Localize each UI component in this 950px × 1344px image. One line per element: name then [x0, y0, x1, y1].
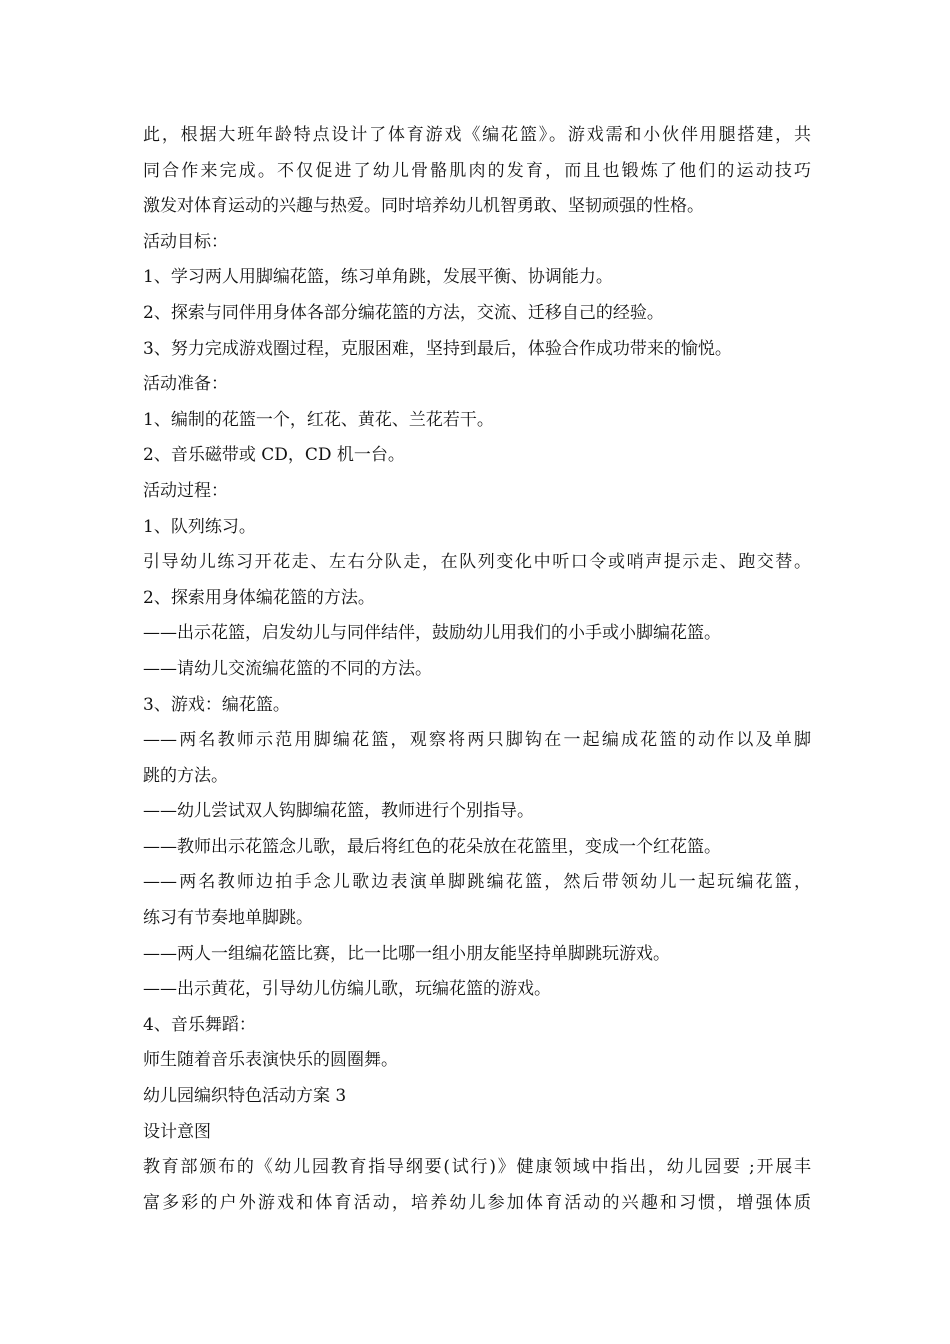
section-heading: 设计意图 [143, 1121, 211, 1142]
section-title: 幼儿园编织特色活动方案 3 [143, 1086, 347, 1107]
paragraph-line: 富多彩的户外游戏和体育活动，培养幼儿参加体育活动的兴趣和习惯，增强体质 [143, 1192, 811, 1213]
list-item: 1、队列练习。 [143, 516, 256, 537]
dash-item: ——两人一组编花篮比赛，比一比哪一组小朋友能坚持单脚跳玩游戏。 [143, 943, 670, 964]
paragraph-line: 教育部颁布的《幼儿园教育指导纲要(试行)》健康领域中指出，幼儿园要 ;开展丰 [143, 1157, 811, 1178]
dash-item: ——教师出示花篮念儿歌，最后将红色的花朵放在花篮里，变成一个红花篮。 [143, 836, 721, 857]
list-item: 3、努力完成游戏圈过程，克服困难，坚持到最后，体验合作成功带来的愉悦。 [143, 338, 732, 359]
section-heading: 活动准备： [143, 374, 228, 395]
list-item: 4、音乐舞蹈： [143, 1014, 256, 1035]
list-item: 3、游戏：编花篮。 [143, 694, 290, 715]
section-heading: 活动过程： [143, 480, 228, 501]
dash-item: ——幼儿尝试双人钩脚编花篮，教师进行个别指导。 [143, 801, 534, 822]
paragraph-line: 师生随着音乐表演快乐的圆圈舞。 [143, 1050, 398, 1071]
list-item: 2、探索与同伴用身体各部分编花篮的方法，交流、迁移自己的经验。 [143, 302, 664, 323]
dash-item: ——请幼儿交流编花篮的不同的方法。 [143, 658, 432, 679]
paragraph-line: 练习有节奏地单脚跳。 [143, 908, 313, 929]
paragraph-line: 跳的方法。 [143, 765, 228, 786]
list-item: 1、编制的花篮一个，红花、黄花、兰花若干。 [143, 409, 494, 430]
paragraph-line: 引导幼儿练习开花走、左右分队走，在队列变化中听口令或哨声提示走、跑交替。 [143, 552, 811, 573]
paragraph-line: 此，根据大班年龄特点设计了体育游戏《编花篮》。游戏需和小伙伴用腿搭建，共 [143, 125, 811, 145]
paragraph-line: 激发对体育运动的兴趣与热爱。同时培养幼儿机智勇敢、坚韧顽强的性格。 [143, 196, 704, 217]
paragraph-line: 同合作来完成。不仅促进了幼儿骨骼肌肉的发育，而且也锻炼了他们的运动技巧 [143, 160, 811, 181]
dash-item: ——出示黄花，引导幼儿仿编儿歌，玩编花篮的游戏。 [143, 979, 551, 1000]
list-item: 2、音乐磁带或 CD，CD 机一台。 [143, 445, 405, 466]
dash-item: ——两名教师示范用脚编花篮，观察将两只脚钩在一起编成花篮的动作以及单脚 [143, 730, 811, 751]
section-heading: 活动目标： [143, 231, 228, 252]
dash-item: ——出示花篮，启发幼儿与同伴结伴，鼓励幼儿用我们的小手或小脚编花篮。 [143, 623, 721, 644]
list-item: 1、学习两人用脚编花篮，练习单角跳，发展平衡、协调能力。 [143, 267, 613, 288]
document-body [143, 118, 811, 1221]
dash-item: ——两名教师边拍手念儿歌边表演单脚跳编花篮，然后带领幼儿一起玩编花篮， [143, 872, 811, 893]
list-item: 2、探索用身体编花篮的方法。 [143, 587, 375, 608]
